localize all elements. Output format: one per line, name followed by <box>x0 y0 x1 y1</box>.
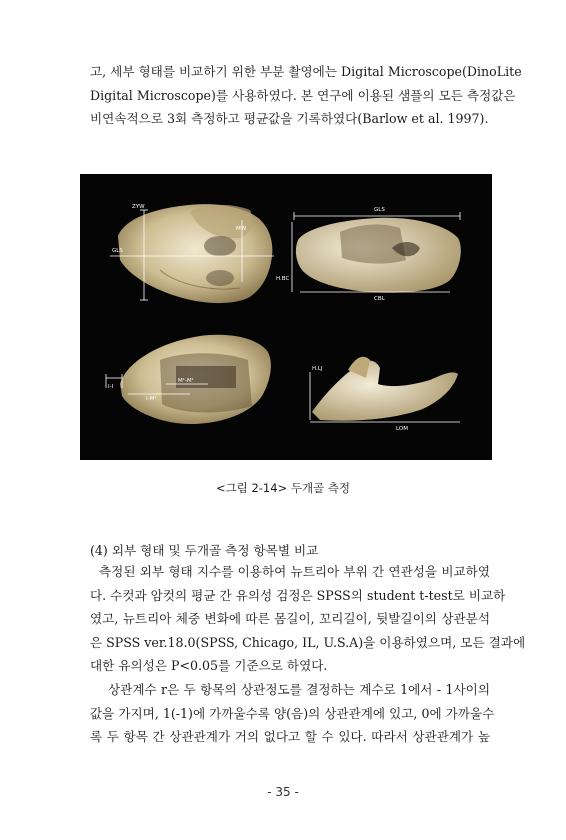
label-ii: I-I <box>108 384 114 390</box>
label-hlj: H.LJ <box>312 366 323 372</box>
label-im1: I-M¹ <box>146 396 157 402</box>
label-zyw: ZYW <box>132 204 145 210</box>
label-lom: LOM <box>396 426 408 432</box>
figure-caption: <그림 2-14> 두개골 측정 <box>215 481 351 495</box>
section-paragraph-2 <box>90 678 495 749</box>
skull-measurement-figure <box>80 174 492 460</box>
lateral-skull-view <box>276 207 461 302</box>
label-gls-lateral: GLS <box>374 207 385 213</box>
label-hbc: H.BC <box>276 276 290 282</box>
top-paragraph <box>90 60 522 131</box>
label-gls-dorsal: GLS <box>112 248 123 254</box>
text-line: 비연속적으로 3회 측정하고 평균값을 기록하였다(Barlow et al. 1997). <box>90 111 489 126</box>
section-heading: (4) 외부 형태 및 두개골 측정 항목별 비교 <box>90 543 319 558</box>
text-line: 다. 수컷과 암컷의 평균 간 유의성 검정은 SPSS의 student t-test로 비교하 <box>90 587 506 603</box>
section-paragraph-1 <box>90 560 526 678</box>
dorsal-skull-view <box>110 204 274 303</box>
skull-photos <box>80 174 492 460</box>
text-line: 고, 세부 형태를 비교하기 위한 부분 촬영에는 Digital Microscope(DinoLite <box>90 64 522 79</box>
text-line: 였고, 뉴트리아 체중 변화에 따른 몸길이, 꼬리길이, 뒷발길이의 상관분석 <box>90 611 490 626</box>
label-cbl: CBL <box>374 296 385 302</box>
text-line: 값을 가지며, 1(-1)에 가까울수록 양(음)의 상관관계에 있고, 0에 가까울수 <box>90 705 495 721</box>
page-number: - 35 - <box>267 785 299 799</box>
ventral-skull-view <box>106 335 271 424</box>
text-line: Digital Microscope)를 사용하였다. 본 연구에 이용된 샘플의 모든 측정값은 <box>90 87 516 103</box>
text-line: 록 두 항목 간 상관관계가 거의 없다고 할 수 있다. 따라서 상관관계가 높 <box>90 729 490 744</box>
label-mw: MW <box>236 226 247 232</box>
text-line: 측정된 외부 형태 지수를 이용하여 뉴트리아 부위 간 연관성을 비교하였 <box>99 564 490 579</box>
mandible-view <box>310 357 460 432</box>
text-line: 대한 유의성은 P<0.05를 기준으로 하였다. <box>90 658 328 673</box>
text-line: 은 SPSS ver.18.0(SPSS, Chicago, IL, U.S.A)을 이용하였으며, 모든 결과에 <box>90 634 526 650</box>
label-m1m1: M¹-M¹ <box>178 378 194 384</box>
text-line: 상관계수 r은 두 항목의 상관정도를 결정하는 계수로 1에서 - 1사이의 <box>108 682 490 697</box>
